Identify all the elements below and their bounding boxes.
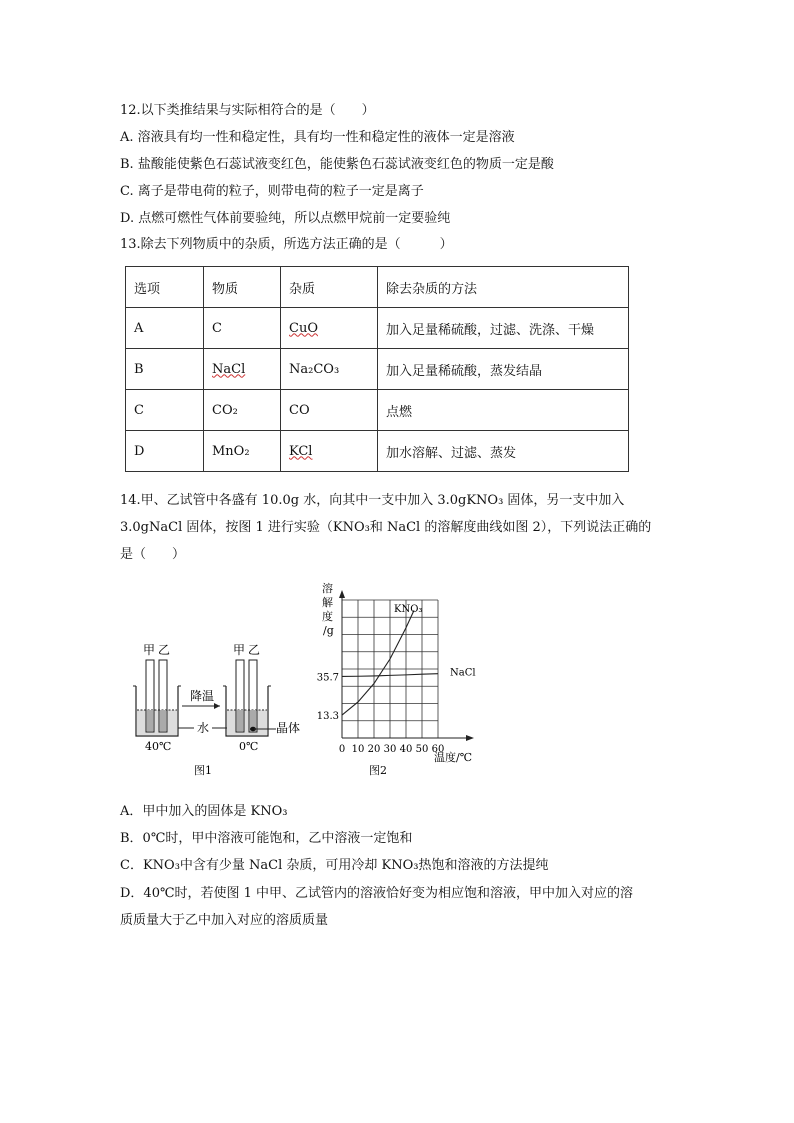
- x-tick-label: 30: [383, 744, 397, 755]
- impurity-text: KCl: [289, 443, 313, 459]
- temp-label-right: 0℃: [239, 740, 259, 753]
- q14-option-c: C．KNO₃中含有少量 NaCl 杂质，可用冷却 KNO₃热饱和溶液的方法提纯: [120, 858, 549, 873]
- cell-option: B: [126, 349, 204, 390]
- cell-substance: C: [204, 308, 281, 349]
- cell-option: D: [126, 431, 204, 472]
- x-tick-label: 20: [367, 744, 381, 755]
- y-label-char-4: /g: [323, 624, 334, 637]
- y-label-char-2: 解: [322, 596, 333, 609]
- header-impurity: 杂质: [281, 267, 378, 308]
- cell-method: 加水溶解、过滤、蒸发: [378, 431, 629, 472]
- cell-method: 加入足量稀硫酸，蒸发结晶: [378, 349, 629, 390]
- figure-1-diagram: [128, 640, 304, 780]
- temp-label-left: 40℃: [145, 740, 172, 753]
- q14-option-a: A．甲中加入的固体是 KNO₃: [120, 804, 288, 819]
- impurity-text: CuO: [289, 320, 318, 336]
- y-label-char-3: 度: [322, 610, 333, 623]
- x-tick-label: 60: [431, 744, 445, 755]
- chart-grid: [342, 600, 438, 738]
- substance-text: NaCl: [212, 361, 246, 377]
- table-row: [126, 308, 629, 349]
- table-header-row: [126, 267, 629, 308]
- header-method: 除去杂质的方法: [378, 267, 629, 308]
- q14-stem-line2: 3.0gNaCl 固体，按图 1 进行实验（KNO₃和 NaCl 的溶解度曲线如图 2），下列说法正确的: [120, 520, 652, 535]
- tube-label-jia-right: 甲: [233, 643, 246, 657]
- tube-label-yi-right: 乙: [248, 643, 261, 657]
- x-axis-label: 温度/℃: [434, 751, 473, 764]
- figure-2-caption: 图2: [369, 764, 387, 777]
- cell-option: C: [126, 390, 204, 431]
- cell-substance: CO₂: [204, 390, 281, 431]
- table-row: [126, 431, 629, 472]
- cell-impurity: CO: [281, 390, 378, 431]
- header-option: 选项: [126, 267, 204, 308]
- tube-label-yi-left: 乙: [158, 643, 171, 657]
- q14-option-b: B．0℃时，甲中溶液可能饱和，乙中溶液一定饱和: [120, 831, 413, 846]
- figure-2-chart: [308, 578, 488, 778]
- beaker-left: [133, 660, 181, 736]
- y-label-char-1: 溶: [322, 582, 333, 595]
- cell-substance: MnO₂: [204, 431, 281, 472]
- y-mark-label: 35.7: [316, 672, 339, 684]
- header-substance: 物质: [204, 267, 281, 308]
- cell-method: 加入足量稀硫酸，过滤、洗涤、干燥: [378, 308, 629, 349]
- x-tick-label: 10: [351, 744, 365, 755]
- q12-option-d: D. 点燃可燃性气体前要验纯，所以点燃甲烷前一定要验纯: [120, 211, 451, 226]
- x-tick-label: 40: [399, 744, 413, 755]
- cell-impurity: Na₂CO₃: [281, 349, 378, 390]
- cell-impurity: [281, 431, 378, 472]
- table-row: [126, 349, 629, 390]
- q12-option-a: A. 溶液具有均一性和稳定性，具有均一性和稳定性的液体一定是溶液: [120, 130, 515, 145]
- nacl-series-label: NaCl: [450, 667, 476, 679]
- tube-label-jia-left: 甲: [143, 643, 156, 657]
- figure-1-caption: 图1: [194, 764, 212, 777]
- q14-option-d-line2: 质质量大于乙中加入对应的溶质质量: [120, 913, 329, 928]
- q12-stem: 12.以下类推结果与实际相符合的是（ ）: [120, 103, 375, 118]
- q14-stem-line1: 14.甲、乙试管中各盛有 10.0g 水，向其中一支中加入 3.0gKNO₃ 固体，另一支中加入: [120, 493, 625, 508]
- table-row: [126, 390, 629, 431]
- q12-option-c: C. 离子是带电荷的粒子，则带电荷的粒子一定是离子: [120, 184, 424, 199]
- y-mark-label: 13.3: [316, 711, 339, 723]
- q13-stem: 13.除去下列物质中的杂质，所选方法正确的是（ ）: [120, 237, 453, 252]
- beaker-right: [223, 660, 271, 736]
- cell-option: A: [126, 308, 204, 349]
- water-label: 水: [197, 721, 210, 735]
- q12-option-b: B. 盐酸能使紫色石蕊试液变红色，能使紫色石蕊试液变红色的物质一定是酸: [120, 157, 554, 172]
- q14-stem-line3: 是（ ）: [120, 547, 186, 562]
- cell-substance: [204, 349, 281, 390]
- arrow-label: 降温: [190, 689, 215, 703]
- x-tick-label: 0: [338, 744, 346, 755]
- x-tick-label: 50: [415, 744, 429, 755]
- kno3-curve: [342, 610, 414, 715]
- q13-table: [125, 266, 629, 472]
- kno3-series-label: KNO₃: [394, 604, 423, 615]
- q14-option-d-line1: D．40℃时，若使图 1 中甲、乙试管内的溶液恰好变为相应饱和溶液，甲中加入对应的溶: [120, 886, 634, 901]
- cell-impurity: [281, 308, 378, 349]
- cell-method: 点燃: [378, 390, 629, 431]
- crystal-label: 晶体: [276, 721, 301, 735]
